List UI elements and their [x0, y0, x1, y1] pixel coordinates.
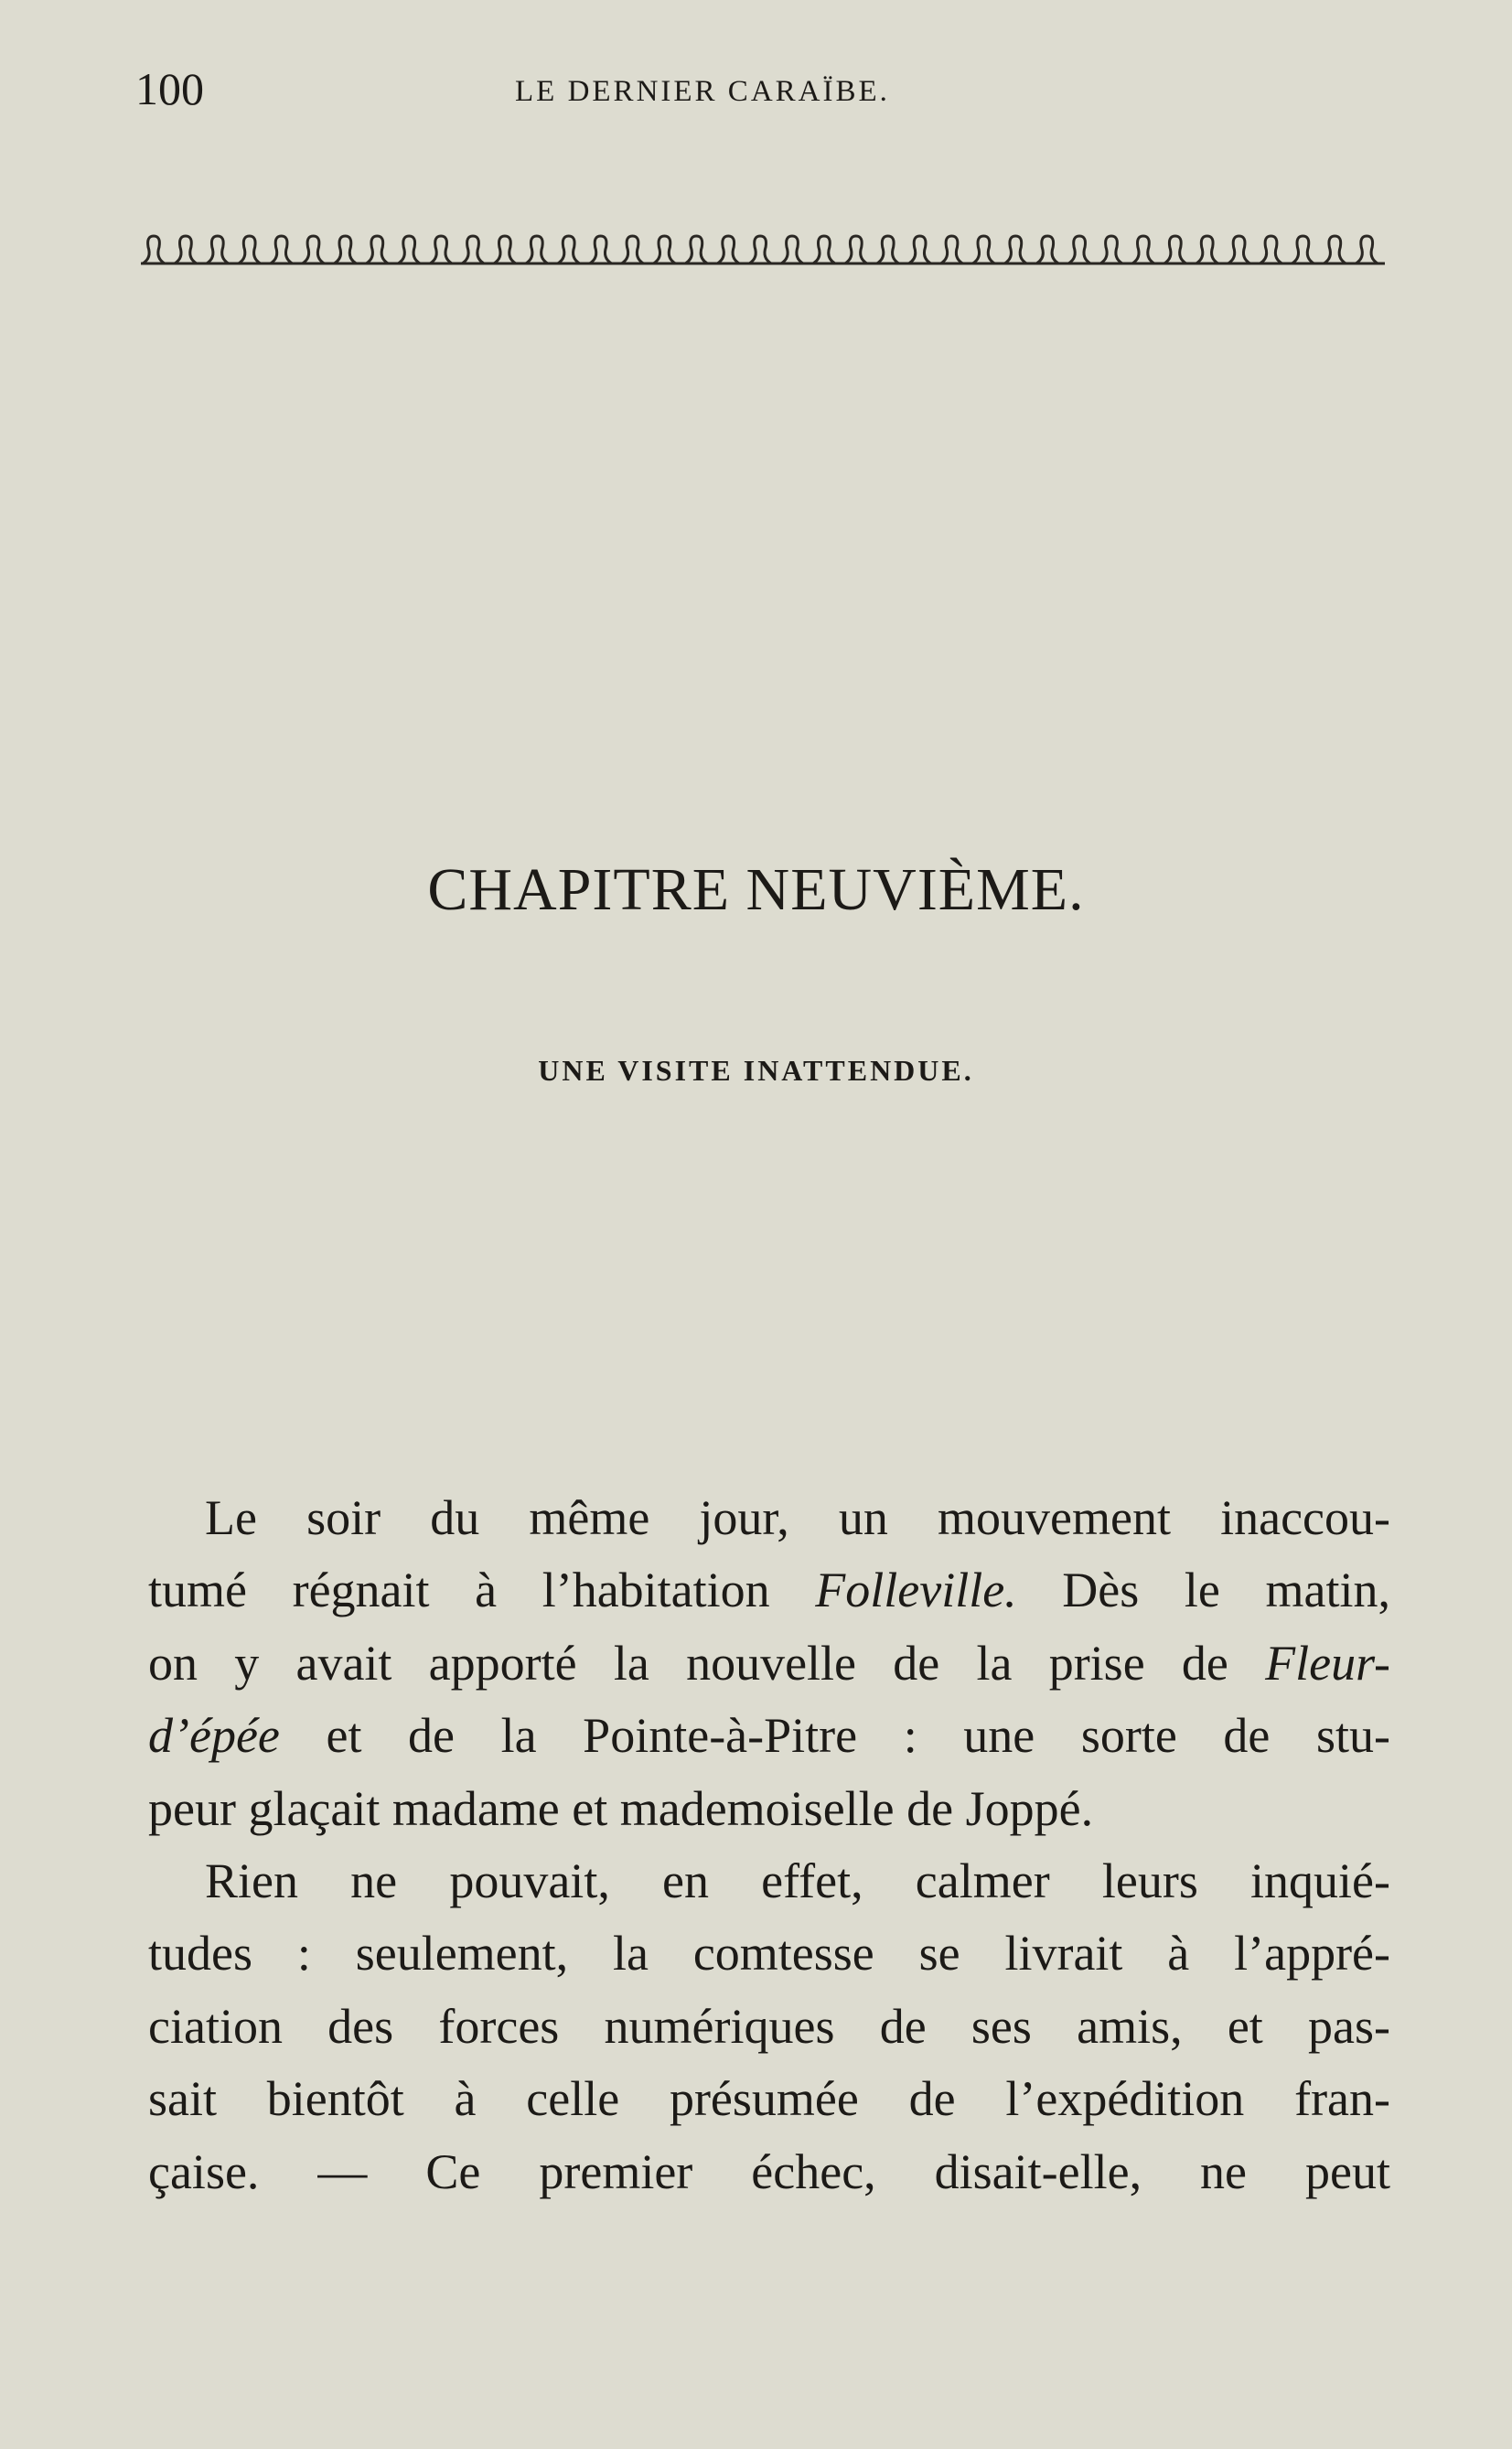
text-line [148, 1627, 1390, 1700]
ornament-loop [143, 236, 165, 263]
ornament-loop [207, 236, 229, 263]
ornament-loop [1356, 236, 1378, 263]
ornament-loop [1324, 236, 1346, 263]
ornament-loop [590, 236, 612, 263]
page-number: 100 [135, 63, 204, 114]
ornament-loop [1292, 236, 1314, 263]
ornament-loop [494, 236, 516, 263]
ornament-loop [1196, 236, 1218, 263]
ornament-loop [558, 236, 580, 263]
ornament-loop [1004, 236, 1026, 263]
text-line [148, 1773, 1390, 1845]
text-line [148, 2136, 1390, 2208]
text-segment: Rien ne pouvait, en effet, calmer leurs inquié- [205, 1853, 1390, 1908]
ornament-loop [239, 236, 261, 263]
text-line [148, 1700, 1390, 1772]
ornament-loop [877, 236, 899, 263]
ornament-loop [334, 236, 356, 263]
ornament-loop [972, 236, 994, 263]
ornament-loop [526, 236, 548, 263]
text-segment: çaise. — Ce premier échec, disait-elle, ne peut [148, 2143, 1390, 2199]
ornament-loop [653, 236, 675, 263]
ornament-loop [1228, 236, 1250, 263]
text-segment: Dès le matin, [1016, 1563, 1390, 1618]
ornament-loop [398, 236, 420, 263]
text-segment: et de la Pointe-à-Pitre : une sorte de stu- [279, 1708, 1390, 1764]
ornament-loop [622, 236, 644, 263]
ornament-loop [749, 236, 771, 263]
italic-text: d’épée [148, 1708, 280, 1764]
ornament-loop [175, 236, 197, 263]
text-segment: Le soir du même jour, un mouvement inaccou- [205, 1490, 1390, 1545]
ornament-loop [366, 236, 388, 263]
ornament-loop [271, 236, 293, 263]
text-segment: ciation des forces numériques de ses amis, et pas- [148, 1998, 1390, 2054]
text-segment: peur glaçait madame et mademoiselle de Joppé. [148, 1780, 1094, 1836]
ornament-loop [1260, 236, 1282, 263]
ornament-loop [685, 236, 707, 263]
ornamental-rule [141, 231, 1385, 269]
ornament-loop [717, 236, 739, 263]
italic-text: Folleville. [815, 1563, 1017, 1618]
ornament-loop [813, 236, 835, 263]
ornament-loop [430, 236, 452, 263]
text-line [148, 1991, 1390, 2063]
ornament-loop [1164, 236, 1186, 263]
text-line [148, 1845, 1390, 1917]
text-segment: sait bientôt à celle présumée de l’expédition fran- [148, 2071, 1390, 2127]
text-line [148, 1917, 1390, 1990]
ornament-loop [845, 236, 867, 263]
ornament-loop [1068, 236, 1090, 263]
ornament-loop [462, 236, 484, 263]
ornament-loop [1100, 236, 1122, 263]
text-line [148, 2063, 1390, 2135]
text-segment: tudes : seulement, la comtesse se livrait à l’appré- [148, 1926, 1390, 1982]
ornament-loop [941, 236, 963, 263]
chapter-subtitle: UNE VISITE INATTENDUE. [538, 1054, 974, 1087]
ornament-loop [1132, 236, 1154, 263]
text-segment: tumé régnait à l’habitation [148, 1563, 816, 1618]
text-line [148, 1554, 1390, 1627]
ornament-loop [1036, 236, 1058, 263]
ornament-loop [909, 236, 931, 263]
ornament-loop [781, 236, 803, 263]
text-segment: on y avait apporté la nouvelle de la prise de [148, 1635, 1266, 1691]
text-line [148, 1482, 1390, 1554]
chapter-title: CHAPITRE NEUVIÈME. [427, 856, 1085, 923]
ornament-loop [303, 236, 325, 263]
running-head: LE DERNIER CARAÏBE. [515, 75, 890, 108]
italic-text: Fleur- [1265, 1635, 1390, 1691]
